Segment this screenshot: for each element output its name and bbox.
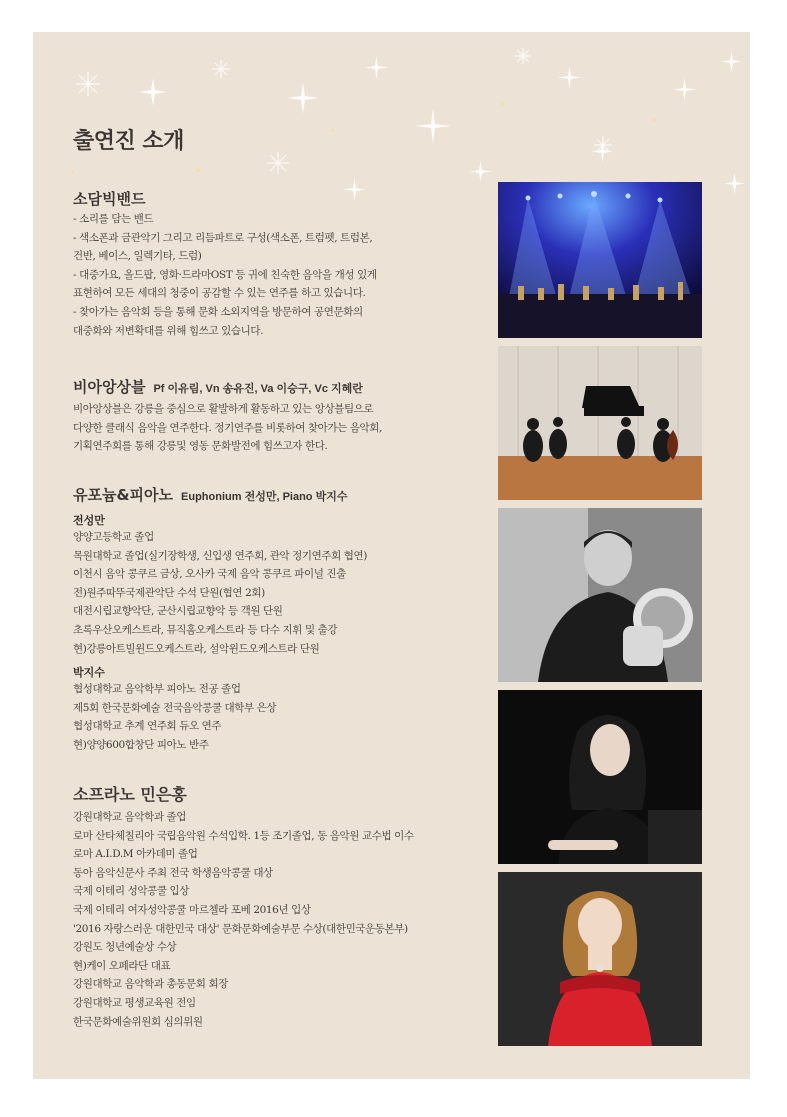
euphonium-piano-members: Euphonium 전성만, Piano 박지수 (181, 491, 348, 503)
text-line: 기획연주회를 통해 강릉및 영동 문화발전에 힘쓰고자 한다. (73, 440, 328, 453)
euphonium-piano-title (73, 484, 347, 505)
text-line: 협성대학교 음악학부 피아노 전공 졸업 (73, 683, 241, 695)
text-line: 목원대학교 졸업(실기장학생, 신입생 연주회, 관악 정기연주회 협연) (73, 549, 367, 562)
pianist-portrait-photo (498, 690, 702, 864)
text-line: 협성대학교 추계 연주회 듀오 연주 (73, 720, 222, 733)
via-ensemble-description (73, 400, 493, 456)
bigband-stage-photo (498, 182, 702, 338)
text-line: '2016 자랑스러운 대한민국 대상' 문화문화예술부문 수상(대한민국운동본부) (73, 922, 408, 935)
text-line: 다양한 클래식 음악을 연주한다. 정기연주를 비롯하여 찾아가는 음악회, (73, 421, 382, 434)
performer-name-jeon: 전성만 (73, 514, 105, 527)
text-line: 강원대학교 평생교육원 전임 (73, 996, 196, 1009)
euphonium-player-photo (498, 508, 702, 682)
ensemble-concert-photo (498, 346, 702, 500)
text-line: 강원대학교 음악학과 졸업 (73, 811, 187, 823)
soprano-title: 소프라노 민은홍 (73, 785, 187, 804)
via-ensemble-members: Pf 이유림, Vn 송유진, Va 이승구, Vc 지혜란 (153, 383, 363, 395)
via-ensemble-title (73, 376, 363, 397)
text-line: 로마 A.I.D.M 아카데미 졸업 (73, 848, 198, 861)
list-item: - 색소폰과 금관악기 그리고 리듬파트로 구성(색소폰, 트럼펫, 트럼본, (73, 231, 373, 244)
via-ensemble-name: 비아앙상블 (73, 378, 146, 396)
performer-bio-jeon (73, 528, 493, 658)
performer-bio-park (73, 680, 493, 754)
list-item: 대중화와 저변확대를 위해 힘쓰고 있습니다. (73, 324, 264, 337)
list-item: - 대중가요, 올드팝, 영화·드라마OST 등 귀에 친숙한 음악을 개성 있게 (73, 268, 377, 281)
text-line: 국제 이테리 여자성악콩쿨 마르첼라 포베 2016년 입상 (73, 903, 311, 916)
list-item: 건반, 베이스, 일렉기타, 드럼) (73, 250, 202, 263)
text-line: 현)양양600합창단 피아노 반주 (73, 738, 209, 751)
performer-name-park: 박지수 (73, 666, 105, 679)
text-line: 강원대학교 음악학과 총동문회 회장 (73, 978, 228, 991)
program-page (33, 32, 750, 1079)
soprano-bio (73, 808, 493, 1031)
text-line: 동아 음악신문사 주최 전국 학생음악콩쿨 대상 (73, 866, 273, 879)
text-line: 초록우산오케스트라, 뮤직홈오케스트라 등 다수 지휘 및 출강 (73, 623, 338, 636)
page-title: 출연진 소개 (73, 129, 184, 154)
text-line: 강원도 청년예술상 수상 (73, 941, 177, 954)
list-item: - 소리를 담는 밴드 (73, 213, 154, 225)
text-line: 대전시립교향악단, 군산시립교향악 등 객원 단원 (73, 605, 283, 618)
sodam-bigband-title: 소담빅밴드 (73, 190, 146, 208)
euphonium-piano-name: 유포늄&피아노 (73, 486, 174, 504)
text-line: 로마 산타체칠리아 국립음악원 수석입학. 1등 조기졸업, 동 음악원 교수법 이수 (73, 829, 414, 842)
text-line: 제5회 한국문화예술 전국음악콩쿨 대학부 은상 (73, 701, 277, 714)
text-line: 현)케이 오페라단 대표 (73, 959, 171, 972)
text-line: 양양고등학교 졸업 (73, 531, 154, 543)
sodam-bigband-description (73, 210, 493, 340)
list-item: - 찾아가는 음악회 등을 통해 문화 소외지역을 방문하여 공연문화의 (73, 305, 363, 318)
text-line: 국제 이테리 성악콩쿨 입상 (73, 885, 189, 898)
list-item: 표현하여 모든 세대의 청중이 공감할 수 있는 연주를 하고 있습니다. (73, 287, 366, 300)
text-line: 전)원주따뚜국제관악단 수석 단원(협연 2회) (73, 586, 265, 599)
text-line: 비아앙상블은 강릉을 중심으로 활발하게 활동하고 있는 앙상블팀으로 (73, 403, 374, 415)
text-line: 이천시 음악 콩쿠르 금상, 오사카 국제 음악 콩쿠르 파이널 진출 (73, 568, 346, 581)
text-line: 한국문화예술위원회 심의위원 (73, 1015, 203, 1028)
soprano-portrait-photo (498, 872, 702, 1046)
text-line: 현)강릉아트빌윈드오케스트라, 설악윈드오케스트라 단원 (73, 642, 320, 655)
